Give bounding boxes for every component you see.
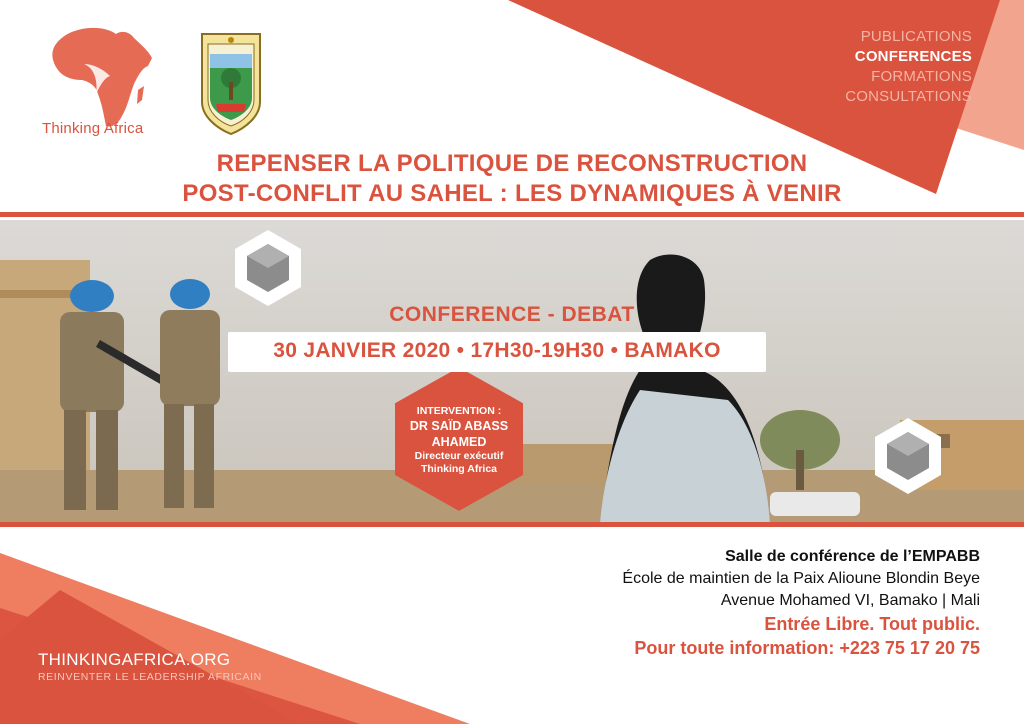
intervention-badge — [394, 405, 524, 476]
venue-info — [622, 546, 980, 660]
entry-info: Entrée Libre. Tout public. — [764, 614, 980, 634]
website-link[interactable]: THINKINGAFRICA.ORG — [38, 650, 231, 669]
slogan: REINVENTER LE LEADERSHIP AFRICAIN — [38, 671, 262, 683]
poster-title-line-1: REPENSER LA POLITIQUE DE RECONSTRUCTION — [216, 150, 808, 177]
menu-item-conferences[interactable]: CONFERENCES — [854, 48, 972, 65]
speaker-name-line-2: AHAMED — [431, 435, 487, 449]
contact-info: Pour toute information: +223 75 17 20 75 — [634, 638, 980, 658]
venue-school: École de maintien de la Paix Alioune Blondin Beye — [622, 570, 980, 587]
venue-address: Avenue Mohamed VI, Bamako | Mali — [720, 592, 980, 609]
speaker-name-line-1: DR SAÏD ABASS — [409, 419, 509, 433]
speaker-role-line-2: Thinking Africa — [420, 463, 498, 475]
menu-item-consultations[interactable]: CONSULTATIONS — [845, 88, 972, 105]
menu-item-publications[interactable]: PUBLICATIONS — [860, 28, 972, 45]
bottom-divider — [0, 522, 1024, 527]
speaker-role-line-1: Directeur exécutif — [414, 450, 504, 462]
intervention-label: INTERVENTION : — [416, 405, 502, 417]
poster-title-line-2: POST-CONFLIT AU SAHEL : LES DYNAMIQUES À VENIR — [182, 180, 842, 207]
top-menu — [845, 27, 972, 107]
top-divider — [0, 212, 1024, 217]
menu-item-formations[interactable]: FORMATIONS — [871, 68, 972, 85]
empabb-seal-icon — [196, 24, 266, 136]
event-type: CONFERENCE - DEBAT — [389, 303, 635, 326]
venue-name: Salle de conférence de l’EMPABB — [725, 548, 980, 565]
event-datetime: 30 JANVIER 2020 • 17H30-19H30 • BAMAKO — [273, 339, 721, 362]
logo-text: Thinking Africa — [42, 120, 144, 137]
